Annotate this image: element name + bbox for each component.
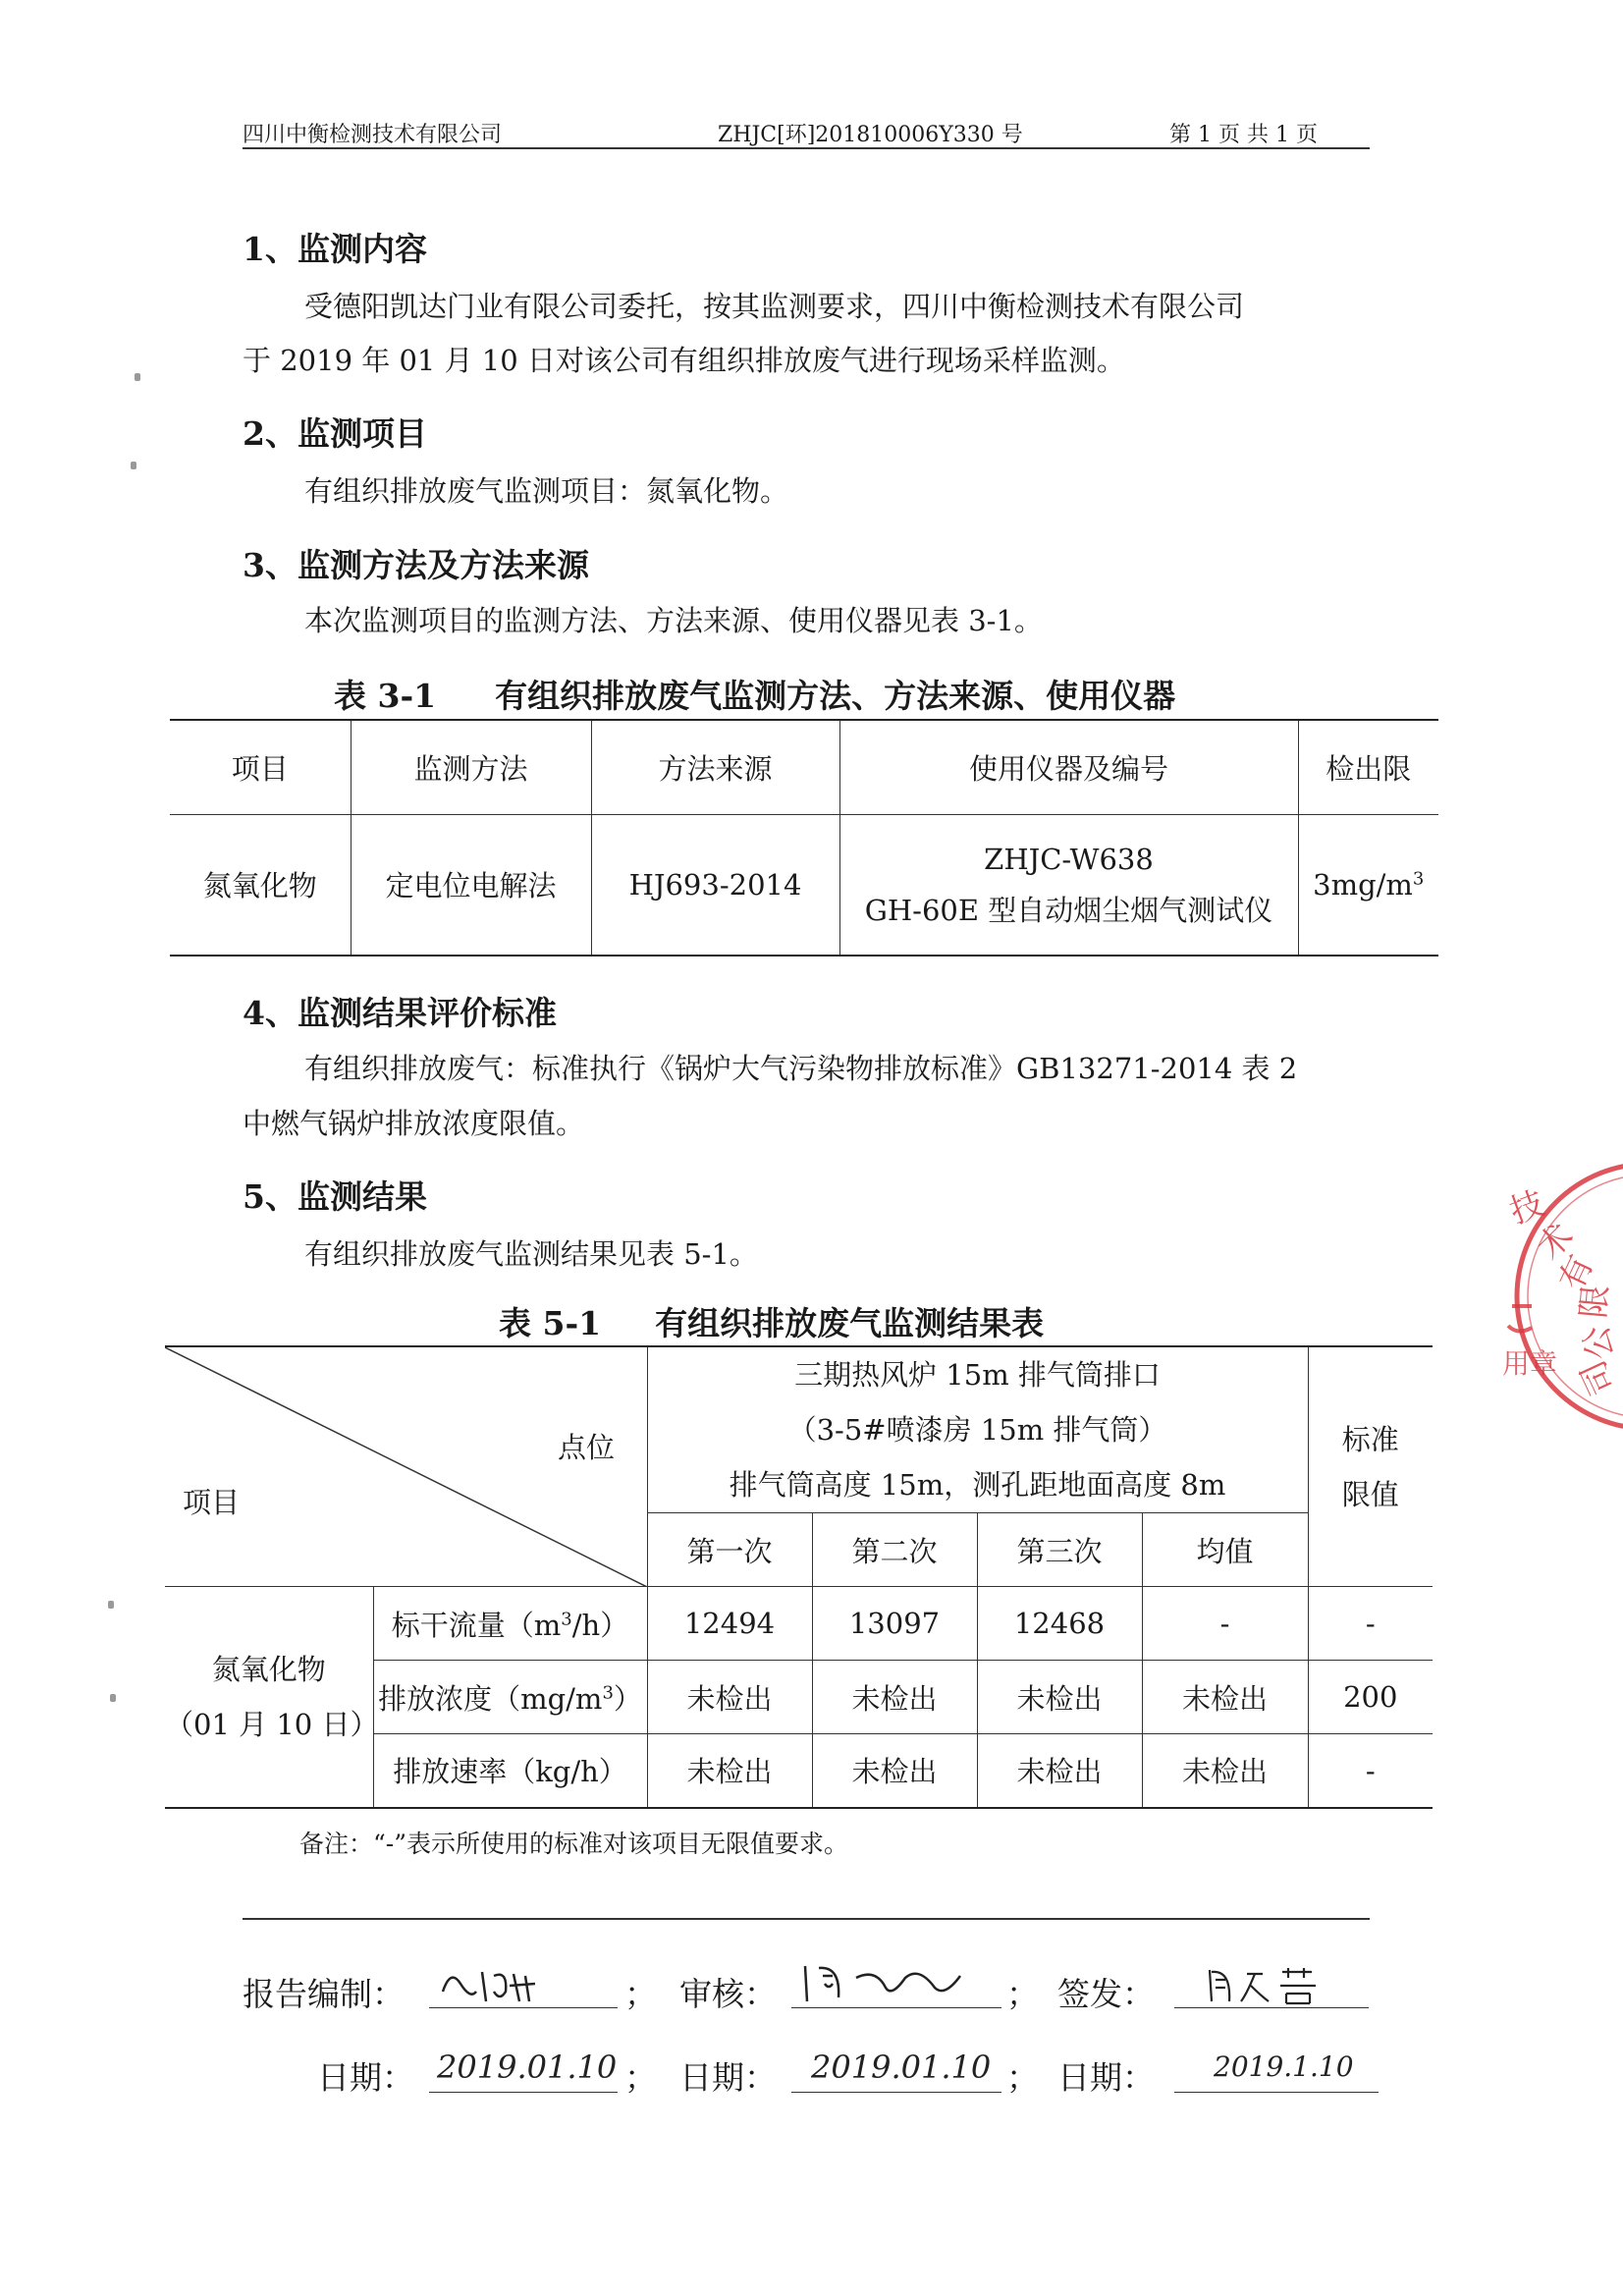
table-row [165,1587,1433,1661]
svg-text:限: 限 [1574,1283,1616,1321]
t51-run-1: 第一次 [647,1513,812,1587]
prepared-by-signature [437,1962,555,2007]
t51-cell: 未检出 [977,1661,1142,1734]
t51-cell: 12494 [647,1587,812,1661]
issued-date-label: 日期： [1057,2058,1155,2097]
table-5-1-caption-number: 表 5-1 [499,1304,602,1342]
scan-speck [108,1601,114,1609]
t31-detection-limit: $3mg/m^3$ [1298,814,1438,956]
section-1-line-2: 于 2019 年 01 月 10 日对该公司有组织排放废气进行现场采样监测。 [243,344,1125,377]
t51-site-line-1: 三期热风炉 15m 排气筒排口 [794,1358,1161,1392]
header-company: 四川中衡检测技术有限公司 [243,123,503,147]
reviewed-date-line [791,2092,1001,2093]
t51-site-header [647,1346,1308,1513]
t51-site-line-3: 排气筒高度 15m，测孔距地面高度 8m [729,1468,1226,1502]
t51-cell: 未检出 [1142,1661,1308,1734]
svg-text:公: 公 [1576,1323,1622,1363]
t51-cell: 未检出 [647,1734,812,1808]
t51-cell: 13097 [812,1587,977,1661]
t31-item: 氮氧化物 [170,814,351,956]
table-3-1-caption-number: 表 3-1 [334,677,437,715]
svg-text:技: 技 [1504,1183,1550,1232]
t31-method: 定电位电解法 [351,814,591,956]
section-2-line-1: 有组织排放废气监测项目：氮氧化物。 [304,474,789,508]
issued-by-signature [1204,1962,1331,2007]
table-5-1-caption [499,1298,1044,1344]
separator: ； [624,2058,657,2097]
t51-cell: 12468 [977,1587,1142,1661]
t51-cell: 未检出 [647,1661,812,1734]
issued-by-label: 签发： [1057,1975,1155,2013]
svg-text:用章: 用章 [1502,1347,1558,1380]
reviewed-by-line [791,2007,1001,2008]
prepared-by-label: 报告编制： [243,1975,405,2013]
separator: ； [1006,2058,1039,2097]
t51-cell: 未检出 [812,1734,977,1808]
table-3-1-caption-title: 有组织排放废气监测方法、方法来源、使用仪器 [495,677,1176,715]
t51-row-label: 排放速率（kg/h） [373,1734,647,1808]
reviewed-by-label: 审核： [679,1975,777,2013]
company-seal-stamp [1492,1159,1623,1434]
header-page-number: 第 1 页 共 1 页 [1169,123,1318,147]
svg-text:有: 有 [1551,1249,1602,1296]
table-5-1 [165,1345,1433,1809]
t51-cell: 未检出 [1142,1734,1308,1808]
page-header [243,116,1370,149]
separator: ； [624,1975,657,2013]
table-5-1-caption-title: 有组织排放废气监测结果表 [655,1304,1045,1342]
section-4-title: 4、监测结果评价标准 [243,994,557,1032]
prepared-date-label: 日期： [317,2058,414,2097]
t51-run-mean: 均值 [1142,1513,1308,1587]
t51-corner-cell [165,1346,647,1587]
t51-cell: 未检出 [812,1661,977,1734]
t31-header-method: 监测方法 [351,720,591,814]
separator: ； [1006,1975,1039,2013]
t51-corner-point-label: 点位 [558,1431,616,1464]
scan-speck [110,1694,116,1702]
t51-cell-standard: - [1308,1734,1433,1808]
t51-cell-standard: 200 [1308,1661,1433,1734]
header-report-number: ZHJC[环]201810006Y330 号 [718,123,1023,147]
scan-speck [131,462,136,469]
svg-text:术: 术 [1530,1216,1582,1268]
section-1-title: 1、监测内容 [243,230,427,268]
scan-speck [135,373,140,381]
t51-row-label: 标干流量$(m^3/h)$ [373,1587,647,1661]
issued-by-line [1174,2007,1369,2008]
t51-corner-diagonal [165,1347,647,1587]
section-5-title: 5、监测结果 [243,1177,427,1216]
section-3-title: 3、监测方法及方法来源 [243,546,589,584]
table-3-1-caption [334,671,1175,717]
section-1-line-1: 受德阳凯达门业有限公司委托，按其监测要求，四川中衡检测技术有限公司 [304,290,1245,323]
t31-instrument-number: ZHJC-W638 [984,842,1154,876]
prepared-date-line [429,2092,618,2093]
svg-text:司: 司 [1573,1353,1623,1401]
reviewed-by-signature [797,1958,974,2007]
section-5-line-1: 有组织排放废气监测结果见表 5-1。 [304,1237,758,1271]
t31-header-item: 项目 [170,720,351,814]
t51-cell: - [1142,1587,1308,1661]
t51-standard-header: 标准 限值 [1308,1346,1433,1587]
t31-header-instrument: 使用仪器及编号 [839,720,1298,814]
section-4-line-2: 中燃气锅炉排放浓度限值。 [243,1107,585,1140]
prepared-by-line [429,2007,618,2008]
t51-group-label: 氮氧化物 （01 月 10 日） [165,1587,373,1808]
t51-corner-item-label: 项目 [183,1486,241,1519]
reviewed-date-label: 日期： [679,2058,777,2097]
section-4-line-1: 有组织排放废气：标准执行《锅炉大气污染物排放标准》GB13271-2014 表 2 [304,1052,1298,1085]
table-note: 备注：“-”表示所使用的标准对该项目无限值要求。 [299,1830,849,1858]
section-2-title: 2、监测项目 [243,414,427,453]
reviewed-date: 2019.01.10 [811,2049,992,2086]
t51-cell-standard: - [1308,1587,1433,1661]
issued-date: 2019.1.10 [1214,2050,1354,2083]
signature-divider [243,1918,1370,1920]
t51-run-2: 第二次 [812,1513,977,1587]
t31-source: HJ693-2014 [591,814,839,956]
prepared-date: 2019.01.10 [437,2049,618,2086]
issued-date-line [1174,2092,1379,2093]
table-3-1 [170,719,1438,957]
t51-row-label: 排放浓度$(mg/m^3)$ [373,1661,647,1734]
t51-site-line-2: （3-5#喷漆房 15m 排气筒） [787,1413,1167,1447]
t31-header-limit: 检出限 [1298,720,1438,814]
t51-cell: 未检出 [977,1734,1142,1808]
t31-instrument [839,814,1298,956]
t31-instrument-name: GH-60E 型自动烟尘烟气测试仪 [864,893,1273,927]
t51-run-3: 第三次 [977,1513,1142,1587]
t31-header-source: 方法来源 [591,720,839,814]
section-3-line-1: 本次监测项目的监测方法、方法来源、使用仪器见表 3-1。 [304,604,1043,637]
